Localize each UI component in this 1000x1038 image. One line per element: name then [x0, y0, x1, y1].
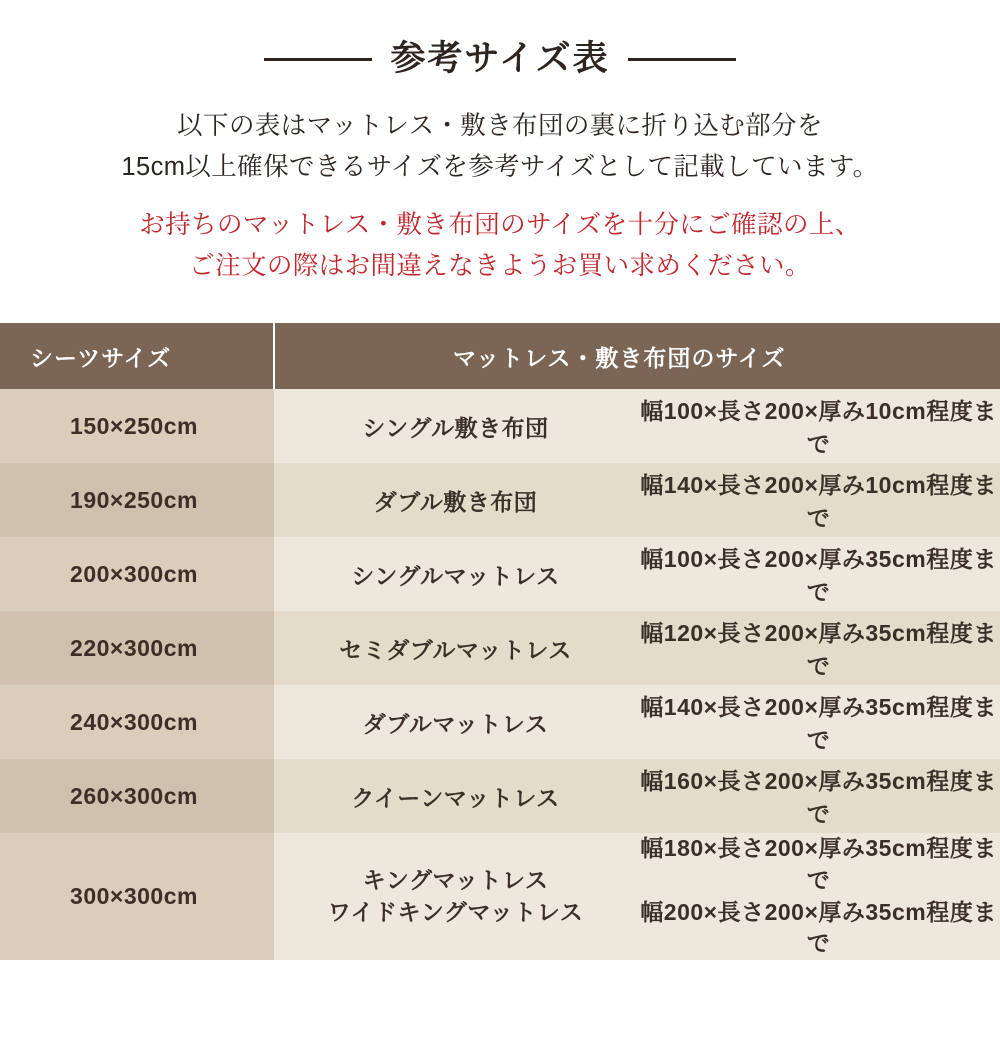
title-rule-right: [628, 58, 736, 61]
cell-mattress-dimension: 幅100×長さ200×厚み10cm程度まで: [637, 389, 1000, 463]
table-row: [0, 611, 1000, 685]
cell-sheet-size: 260×300cm: [0, 759, 274, 833]
size-chart-page: [0, 38, 1000, 1038]
column-header-mattress-size: マットレス・敷き布団のサイズ: [274, 323, 1000, 389]
cell-sheet-size: 190×250cm: [0, 463, 274, 537]
cell-mattress-type-line-2: ワイドキングマットレス: [327, 898, 584, 925]
cell-mattress-type: クイーンマットレス: [274, 759, 637, 833]
size-table: [0, 323, 1000, 960]
table-row: [0, 463, 1000, 537]
cell-mattress-dimension: 幅140×長さ200×厚み10cm程度まで: [637, 463, 1000, 537]
cell-sheet-size: 200×300cm: [0, 537, 274, 611]
notice-line-1: お持ちのマットレス・敷き布団のサイズを十分にご確認の上、: [139, 210, 861, 239]
table-row: [0, 537, 1000, 611]
cell-mattress-type-line-1: キングマットレス: [362, 866, 549, 893]
size-table-body: [0, 389, 1000, 960]
cell-mattress-type: セミダブルマットレス: [274, 611, 637, 685]
lead-line-1: 以下の表はマットレス・敷き布団の裏に折り込む部分を: [177, 112, 823, 140]
notice-paragraph: [0, 205, 1000, 288]
cell-mattress-dimension: 幅160×長さ200×厚み35cm程度まで: [637, 759, 1000, 833]
table-row: [0, 685, 1000, 759]
table-row: [0, 833, 1000, 960]
size-table-wrapper: [0, 323, 1000, 960]
cell-mattress-dimension: [637, 833, 1000, 960]
cell-mattress-type: ダブルマットレス: [274, 685, 637, 759]
lead-paragraph: [0, 106, 1000, 189]
page-title-row: [0, 38, 1000, 80]
table-row: [0, 759, 1000, 833]
cell-mattress-type: シングル敷き布団: [274, 389, 637, 463]
cell-sheet-size: 150×250cm: [0, 389, 274, 463]
page-title: 参考サイズ表: [390, 39, 610, 78]
cell-mattress-type: ダブル敷き布団: [274, 463, 637, 537]
size-table-head: [0, 323, 1000, 389]
cell-mattress-type: [274, 833, 637, 960]
cell-sheet-size: 240×300cm: [0, 685, 274, 759]
table-row: [0, 389, 1000, 463]
cell-mattress-dimension: 幅140×長さ200×厚み35cm程度まで: [637, 685, 1000, 759]
notice-line-2-wrap: [0, 246, 1000, 287]
title-rule-left: [264, 58, 372, 61]
cell-mattress-dimension: 幅120×長さ200×厚み35cm程度まで: [637, 611, 1000, 685]
notice-line-2: ご注文の際はお間違えなきようお買い求めください。: [189, 251, 811, 280]
cell-sheet-size: 300×300cm: [0, 833, 274, 960]
column-header-sheet-size: シーツサイズ: [0, 323, 274, 389]
cell-mattress-dimension: 幅100×長さ200×厚み35cm程度まで: [637, 537, 1000, 611]
lead-line-2: 15cm以上確保できるサイズを参考サイズとして記載しています。: [121, 153, 879, 182]
table-header-row: [0, 323, 1000, 389]
cell-mattress-type: シングルマットレス: [274, 537, 637, 611]
cell-mattress-dimension-line-2: 幅200×長さ200×厚み35cm程度まで: [640, 898, 997, 957]
cell-mattress-dimension-line-1: 幅180×長さ200×厚み35cm程度まで: [640, 835, 997, 893]
notice-line-1-wrap: [0, 205, 1000, 246]
cell-sheet-size: 220×300cm: [0, 611, 274, 685]
